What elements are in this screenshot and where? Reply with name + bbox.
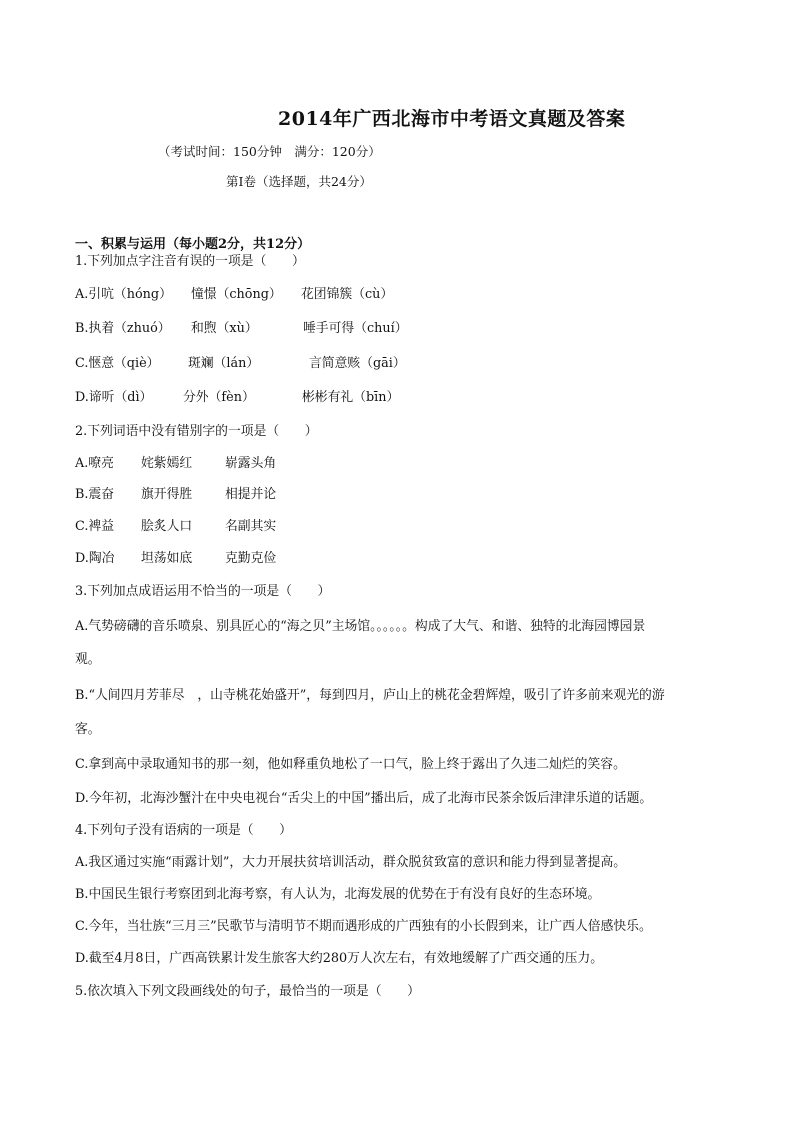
option-part: 克勤克俭 (225, 551, 277, 566)
question-4-option-d: D.截至4月8日，广西高铁累计发生旅客大约280万人次左右，有效地缓解了广西交通的压力。 (75, 951, 604, 966)
option-part: 名副其实 (225, 519, 277, 534)
question-3-option-b: B.“人间四月芳菲尽 ，山寺桃花始盛开”，每到四月，庐山上的桃花金碧辉煌，吸引了许多前来观光的游 (75, 688, 665, 703)
option-part: 憧憬（chōng） (191, 287, 282, 302)
option-part: 和煦（xù） (191, 321, 258, 336)
question-4-option-b: B.中国民生银行考察团到北海考察，有人认为，北海发展的优势在于有没有良好的生态环境。 (75, 887, 601, 902)
question-4-option-c: C.今年，当壮族“三月三”民歌节与清明节不期而遇形成的广西独有的小长假到来，让广西人倍感快乐。 (75, 919, 652, 934)
question-1-stem: 1.下列加点字注音有误的一项是（ ） (75, 254, 305, 269)
question-2-option-b (75, 487, 276, 503)
option-part: A.嘹亮 (75, 456, 114, 471)
option-part: 言简意赅（gāi） (309, 356, 406, 371)
option-part: 花团锦簇（cù） (301, 287, 394, 302)
question-3-option-a: A.气势磅礴的音乐喷泉、别具匠心的“海之贝”主场馆。。。。。。构成了大气、和谐、独特的北海园博园景 (75, 619, 646, 634)
option-part: 分外（fèn） (183, 390, 255, 405)
question-5-stem: 5.依次填入下列文段画线处的句子，最恰当的一项是（ ） (75, 984, 420, 999)
part-label: 第Ⅰ卷（选择题，共24分） (226, 174, 372, 189)
question-1-option-c (75, 356, 406, 372)
question-3-stem: 3.下列加点成语运用不恰当的一项是（ ） (75, 584, 331, 599)
option-part: 旗开得胜 (141, 487, 193, 502)
option-part: D.谛听（dì） (75, 390, 153, 405)
option-part: 脍炙人口 (141, 519, 193, 534)
option-part: D.陶冶 (75, 551, 115, 566)
question-2-option-d (75, 551, 276, 567)
option-part: 崭露头角 (225, 456, 277, 471)
option-part: B.震奋 (75, 487, 115, 502)
option-part: C.惬意（qiè） (75, 356, 160, 371)
question-4-stem: 4.下列句子没有语病的一项是（ ） (75, 823, 292, 838)
question-1-option-d (75, 390, 399, 406)
section-heading: 一、积累与运用（每小题2分，共12分） (75, 237, 311, 252)
question-2-stem: 2.下列词语中没有错别字的一项是（ ） (75, 424, 318, 439)
question-3-option-a-cont: 观。 (75, 652, 101, 667)
exam-info: （考试时间：150分钟 满分：120分） (158, 144, 381, 159)
option-part: 姹紫嫣红 (141, 456, 193, 471)
question-3-option-c: C.拿到高中录取通知书的那一刻，他如释重负地松了一口气，脸上终于露出了久违二灿烂的笑容。 (75, 757, 626, 772)
question-3-option-b-cont: 客。 (75, 722, 101, 737)
option-part: 彬彬有礼（bīn） (302, 390, 400, 405)
option-part: A.引吭（hóng） (75, 287, 172, 302)
question-4-option-a: A.我区通过实施“雨露计划”，大力开展扶贫培训活动，群众脱贫致富的意识和能力得到显著提高。 (75, 855, 627, 870)
option-part: 斑斓（lán） (188, 356, 260, 371)
question-2-option-c (75, 519, 276, 535)
page-title: 2014年广西北海市中考语文真题及答案 (278, 108, 626, 130)
question-3-option-d: D.今年初，北海沙蟹汁在中央电视台“舌尖上的中国”播出后，成了北海市民茶余饭后津津乐道的话题。 (75, 791, 653, 806)
question-1-option-a (75, 287, 393, 303)
option-part: B.执着（zhuó） (75, 321, 171, 336)
option-part: 唾手可得（chuí） (303, 321, 408, 336)
question-1-option-b (75, 321, 408, 337)
option-part: 坦荡如底 (141, 551, 193, 566)
option-part: C.裨益 (75, 519, 114, 534)
question-2-option-a (75, 456, 276, 472)
option-part: 相提并论 (225, 487, 277, 502)
